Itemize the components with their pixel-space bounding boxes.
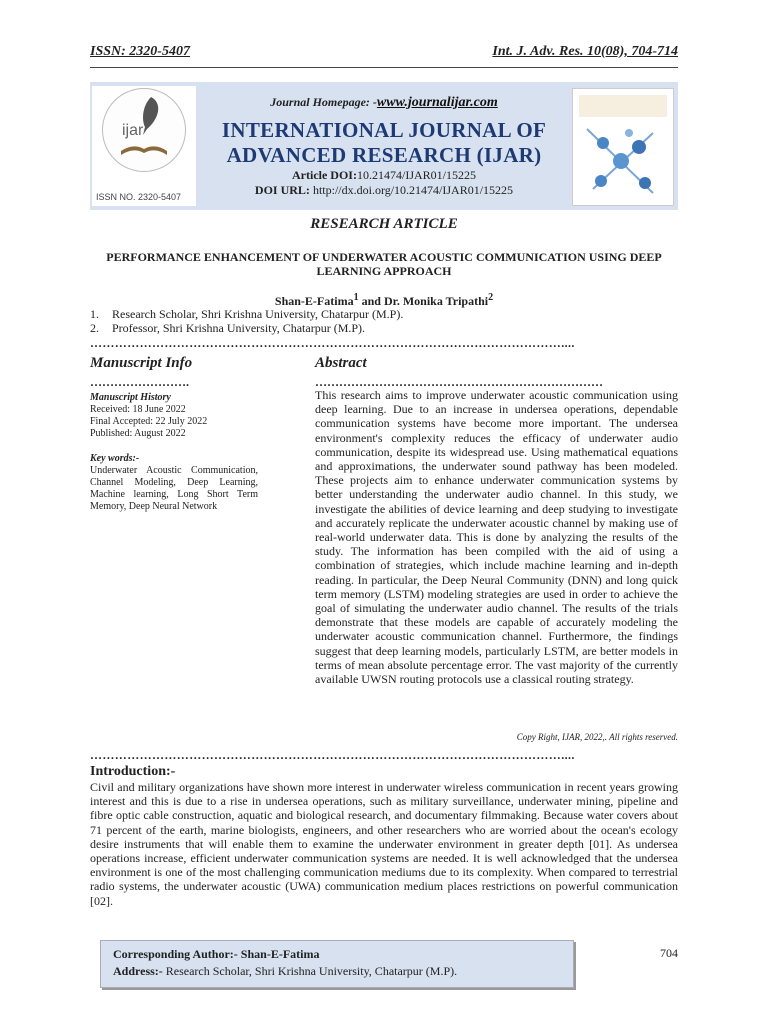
- corr-label: Corresponding Author:-: [113, 947, 241, 961]
- separator-top: ……………………………………………………………………………………………………....: [90, 336, 575, 350]
- corresponding-author-box: [100, 940, 574, 988]
- molecule-cover-icon: [573, 89, 673, 205]
- doi-block: [196, 168, 572, 198]
- corresponding-address: [113, 964, 457, 979]
- addr-label: Address:-: [113, 964, 166, 978]
- affiliation-text: Research Scholar, Shri Krishna University, Chatarpur (M.P).: [112, 307, 404, 321]
- corresponding-author: [113, 947, 319, 962]
- keywords-label: Key words:-: [90, 453, 140, 464]
- addr-text: Research Scholar, Shri Krishna University, Chatarpur (M.P).: [165, 964, 458, 978]
- published-date: Published: August 2022: [90, 428, 186, 439]
- received-date: Received: 18 June 2022: [90, 404, 186, 415]
- manuscript-dots: …………………….: [90, 375, 189, 389]
- doi-label: Article DOI:: [292, 168, 357, 182]
- author-1: Shan-E-Fatima: [274, 294, 354, 308]
- affiliation-text: Professor, Shri Krishna University, Chatarpur (M.P).: [112, 321, 366, 335]
- journal-cover-image: [572, 88, 674, 206]
- author-2-sup: 2: [488, 292, 494, 303]
- logo-circle: [102, 88, 186, 172]
- authors-and: and: [358, 294, 384, 308]
- journal-title: [196, 118, 572, 168]
- homepage-link[interactable]: www.journalijar.com: [376, 95, 498, 110]
- introduction-text: Civil and military organizations have shown more interest in underwater wireless communication in recent years growing interest and this is due to a rise in undersea operations, such as military surveillance, underwater mining, pipeline and fibre optic cable construction, aquatic and biological research, and documentary filmmaking. Because water covers about 71 percent of the earth, marine biologists, engineers, and other researchers who are worried about the ocean's ecology desire instruments that will enable them to examine the underwater environment in greater depth [01]. As undersea operations increase, efficient underwater communication systems are needed. It is well acknowledged that the undersea environment is one of the most challenging communication mediums due to its complexity. When compared to terrestrial radio systems, the underwater acoustic (UWA) communication medium places restrictions on powerful communication [02].: [90, 780, 678, 908]
- abstract-heading: Abstract: [315, 355, 367, 371]
- introduction-heading: Introduction:-: [90, 764, 176, 779]
- journal-homepage: [196, 95, 572, 111]
- manuscript-history: [90, 392, 258, 513]
- doi-url-label: DOI URL:: [254, 183, 310, 197]
- history-label: Manuscript History: [90, 392, 171, 403]
- affiliation-num: 1.: [90, 307, 99, 321]
- doi-url[interactable]: http://dx.doi.org/10.21474/IJAR01/15225: [312, 183, 514, 197]
- homepage-label: Journal Homepage: -: [270, 95, 377, 109]
- journal-title-line1: INTERNATIONAL JOURNAL OF: [221, 118, 547, 142]
- corr-name: Shan-E-Fatima: [240, 947, 320, 961]
- ijar-logo: [92, 86, 196, 206]
- keywords: Underwater Acoustic Communication, Channel Modeling, Deep Learning, Machine learning, Long Short Term Memory, Deep Neural Network: [90, 465, 258, 512]
- running-header: [90, 44, 678, 60]
- accepted-date: Final Accepted: 22 July 2022: [90, 416, 208, 427]
- author-1-sup: 1: [353, 292, 359, 303]
- article-type: RESEARCH ARTICLE: [310, 216, 458, 232]
- affiliation-2: [90, 321, 365, 336]
- affiliation-num: 2.: [90, 321, 99, 335]
- logo-text: ijar: [122, 122, 144, 139]
- abstract-text: This research aims to improve underwater acoustic communication using deep learning. Due to an increase in undersea operations, dependable communication systems have become more important. The undersea environment's complexity reduces the efficacy of underwater audio communication, despite its widespread use. Using mathematical equations and approximations, the underwater sound pathway has been modeled. These projects aim to enhance underwater communication systems by better understanding the underwater audio channel. In this study, we investigate the abilities of device learning and deep studying to investigate and accurately replicate the underwater acoustic channel by making use of real-world underwater data. This is done by analyzing the results of the study. The information has been compiled with the aid of using a combination of strategies, which include machine learning and in-depth reading. In particular, the Deep Neural Community (DNN) and long quick term memory (LSTM) modeling strategies are used in order to achieve the goal of simulating the underwater audio channel. The results of the trials demonstrate that these models are capable of accurately modeling the underwater acoustic communication channel. Furthermore, the findings suggest that deep learning models, particularly LSTM, are better models in terms of mean absolute percentage error. The vast majority of the currently available UWSN routing protocols use a classical routing strategy.: [315, 388, 678, 687]
- citation-text: Int. J. Adv. Res. 10(08), 704-714: [492, 44, 678, 59]
- page-number: 704: [660, 946, 678, 960]
- issn-text: ISSN: 2320-5407: [90, 44, 190, 59]
- affiliation-1: [90, 307, 403, 322]
- manuscript-info-heading: Manuscript Info: [90, 355, 193, 371]
- paper-title: PERFORMANCE ENHANCEMENT OF UNDERWATER ACOUSTIC COMMUNICATION USING DEEP LEARNING APPROACH: [106, 250, 662, 278]
- doi-value: 10.21474/IJAR01/15225: [356, 168, 476, 182]
- separator-bottom: ……………………………………………………………………………………………………....: [90, 748, 575, 762]
- journal-title-line2: ADVANCED RESEARCH (IJAR): [226, 143, 542, 167]
- header-rule: [90, 67, 678, 68]
- author-2: Dr. Monika Tripathi: [383, 294, 489, 308]
- copyright: Copy Right, IJAR, 2022,. All rights reserved.: [516, 732, 678, 742]
- logo-issn: ISSN NO. 2320-5407: [96, 192, 182, 202]
- quill-book-icon: [103, 89, 185, 171]
- abstract-dots: ………………………………………………………………: [315, 375, 603, 389]
